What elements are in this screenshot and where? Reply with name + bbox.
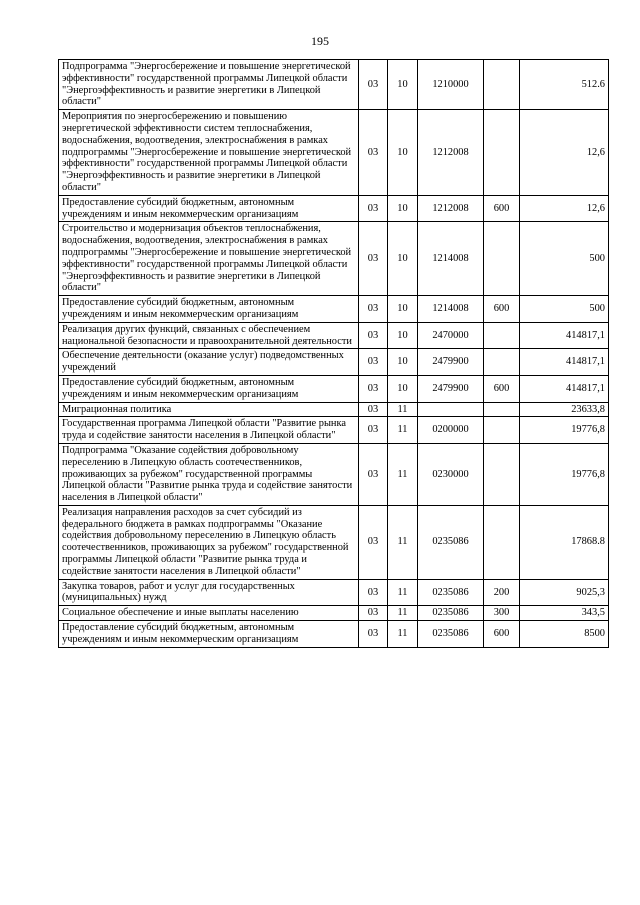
- target-code-cell: 1214008: [418, 222, 484, 296]
- table-row: [59, 375, 609, 402]
- subsection-code-cell: 11: [388, 606, 418, 621]
- item-name-cell: Миграционная политика: [59, 402, 359, 417]
- amount-cell: 19776,8: [520, 417, 609, 444]
- amount-cell: 23633,8: [520, 402, 609, 417]
- item-name-cell: Предоставление субсидий бюджетным, автономным учреждениям и иным некоммерческим организациям: [59, 195, 359, 222]
- expense-type-cell: 300: [484, 606, 520, 621]
- table-row: [59, 322, 609, 349]
- table-row: [59, 60, 609, 110]
- table-row: [59, 110, 609, 196]
- subsection-code-cell: 11: [388, 621, 418, 648]
- item-name-cell: Подпрограмма "Энергосбережение и повышение энергетической эффективности" государственной программы Липецкой области "Энергоэффективность и развитие энергетики в Липецкой области": [59, 60, 359, 110]
- table-row: [59, 443, 609, 505]
- expense-type-cell: [484, 402, 520, 417]
- section-code-cell: 03: [359, 621, 388, 648]
- item-name-cell: Предоставление субсидий бюджетным, автономным учреждениям и иным некоммерческим организациям: [59, 621, 359, 648]
- item-name-cell: Реализация других функций, связанных с обеспечением национальной безопасности и правоохранительной деятельности: [59, 322, 359, 349]
- amount-cell: 19776,8: [520, 443, 609, 505]
- page-number: 195: [311, 34, 329, 48]
- expense-type-cell: [484, 349, 520, 376]
- item-name-cell: Строительство и модернизация объектов теплоснабжения, водоснабжения, водоотведения, электроснабжения в рамках подпрограммы "Энергосбережение и повышение энергетической эффективности" государственной программы Липецкой области "Энергоэффективность и развитие энергетики в Липецкой области": [59, 222, 359, 296]
- target-code-cell: 1212008: [418, 195, 484, 222]
- section-code-cell: 03: [359, 417, 388, 444]
- subsection-code-cell: 11: [388, 505, 418, 579]
- section-code-cell: 03: [359, 579, 388, 606]
- item-name-cell: Реализация направления расходов за счет субсидий из федерального бюджета в рамках подпрограммы "Оказание содействия добровольному переселению в Липецкую область соотечественников, проживающих за рубежом" государственной программы Липецкой области "Развитие рынка труда и содействие занятости населения в Липецкой области": [59, 505, 359, 579]
- section-code-cell: 03: [359, 296, 388, 323]
- subsection-code-cell: 10: [388, 60, 418, 110]
- subsection-code-cell: 10: [388, 296, 418, 323]
- target-code-cell: 0235086: [418, 579, 484, 606]
- amount-cell: 8500: [520, 621, 609, 648]
- subsection-code-cell: 10: [388, 349, 418, 376]
- item-name-cell: Социальное обеспечение и иные выплаты населению: [59, 606, 359, 621]
- section-code-cell: 03: [359, 375, 388, 402]
- amount-cell: 12,6: [520, 110, 609, 196]
- table-row: [59, 296, 609, 323]
- target-code-cell: 0235086: [418, 505, 484, 579]
- target-code-cell: 0235086: [418, 606, 484, 621]
- amount-cell: 17868.8: [520, 505, 609, 579]
- subsection-code-cell: 10: [388, 322, 418, 349]
- table-row: [59, 505, 609, 579]
- amount-cell: 414817,1: [520, 375, 609, 402]
- item-name-cell: Предоставление субсидий бюджетным, автономным учреждениям и иным некоммерческим организациям: [59, 375, 359, 402]
- target-code-cell: 1212008: [418, 110, 484, 196]
- table-row: [59, 621, 609, 648]
- subsection-code-cell: 10: [388, 110, 418, 196]
- subsection-code-cell: 11: [388, 443, 418, 505]
- target-code-cell: 2470000: [418, 322, 484, 349]
- target-code-cell: 1210000: [418, 60, 484, 110]
- amount-cell: 9025,3: [520, 579, 609, 606]
- subsection-code-cell: 10: [388, 195, 418, 222]
- amount-cell: 512.6: [520, 60, 609, 110]
- expense-type-cell: [484, 222, 520, 296]
- subsection-code-cell: 10: [388, 222, 418, 296]
- section-code-cell: 03: [359, 402, 388, 417]
- amount-cell: 414817,1: [520, 349, 609, 376]
- item-name-cell: Подпрограмма "Оказание содействия добровольному переселению в Липецкую область соотечественников, проживающих за рубежом" государственной программы Липецкой области "Развитие рынка труда и содействие занятости населения в Липецкой области": [59, 443, 359, 505]
- section-code-cell: 03: [359, 110, 388, 196]
- section-code-cell: 03: [359, 195, 388, 222]
- table-row: [59, 402, 609, 417]
- expense-type-cell: 600: [484, 195, 520, 222]
- section-code-cell: 03: [359, 222, 388, 296]
- item-name-cell: Обеспечение деятельности (оказание услуг) подведомственных учреждений: [59, 349, 359, 376]
- table-row: [59, 195, 609, 222]
- table-row: [59, 606, 609, 621]
- target-code-cell: 0235086: [418, 621, 484, 648]
- item-name-cell: Мероприятия по энергосбережению и повышению энергетической эффективности систем теплоснабжения, водоснабжения, водоотведения, электроснабжения в рамках подпрограммы "Энергосбережение и повышение энергетической эффективности" государственной программы Липецкой области "Энергоэффективность и развитие энергетики в Липецкой области": [59, 110, 359, 196]
- section-code-cell: 03: [359, 606, 388, 621]
- target-code-cell: 0230000: [418, 443, 484, 505]
- table-row: [59, 579, 609, 606]
- table-row: [59, 349, 609, 376]
- expense-type-cell: [484, 505, 520, 579]
- target-code-cell: 2479900: [418, 349, 484, 376]
- budget-table: [58, 59, 609, 648]
- amount-cell: 343,5: [520, 606, 609, 621]
- target-code-cell: 0200000: [418, 417, 484, 444]
- amount-cell: 12,6: [520, 195, 609, 222]
- expense-type-cell: [484, 60, 520, 110]
- target-code-cell: [418, 402, 484, 417]
- expense-type-cell: [484, 322, 520, 349]
- target-code-cell: 2479900: [418, 375, 484, 402]
- item-name-cell: Предоставление субсидий бюджетным, автономным учреждениям и иным некоммерческим организациям: [59, 296, 359, 323]
- section-code-cell: 03: [359, 505, 388, 579]
- expense-type-cell: [484, 417, 520, 444]
- item-name-cell: Государственная программа Липецкой области "Развитие рынка труда и содействие занятости населения в Липецкой области": [59, 417, 359, 444]
- amount-cell: 500: [520, 222, 609, 296]
- section-code-cell: 03: [359, 322, 388, 349]
- amount-cell: 414817,1: [520, 322, 609, 349]
- table-row: [59, 417, 609, 444]
- expense-type-cell: 200: [484, 579, 520, 606]
- expense-type-cell: [484, 443, 520, 505]
- expense-type-cell: 600: [484, 621, 520, 648]
- table-row: [59, 222, 609, 296]
- subsection-code-cell: 11: [388, 417, 418, 444]
- expense-type-cell: 600: [484, 375, 520, 402]
- amount-cell: 500: [520, 296, 609, 323]
- expense-type-cell: 600: [484, 296, 520, 323]
- section-code-cell: 03: [359, 349, 388, 376]
- target-code-cell: 1214008: [418, 296, 484, 323]
- expense-type-cell: [484, 110, 520, 196]
- budget-table-body: [59, 60, 609, 648]
- subsection-code-cell: 10: [388, 375, 418, 402]
- section-code-cell: 03: [359, 60, 388, 110]
- item-name-cell: Закупка товаров, работ и услуг для государственных (муниципальных) нужд: [59, 579, 359, 606]
- subsection-code-cell: 11: [388, 579, 418, 606]
- subsection-code-cell: 11: [388, 402, 418, 417]
- section-code-cell: 03: [359, 443, 388, 505]
